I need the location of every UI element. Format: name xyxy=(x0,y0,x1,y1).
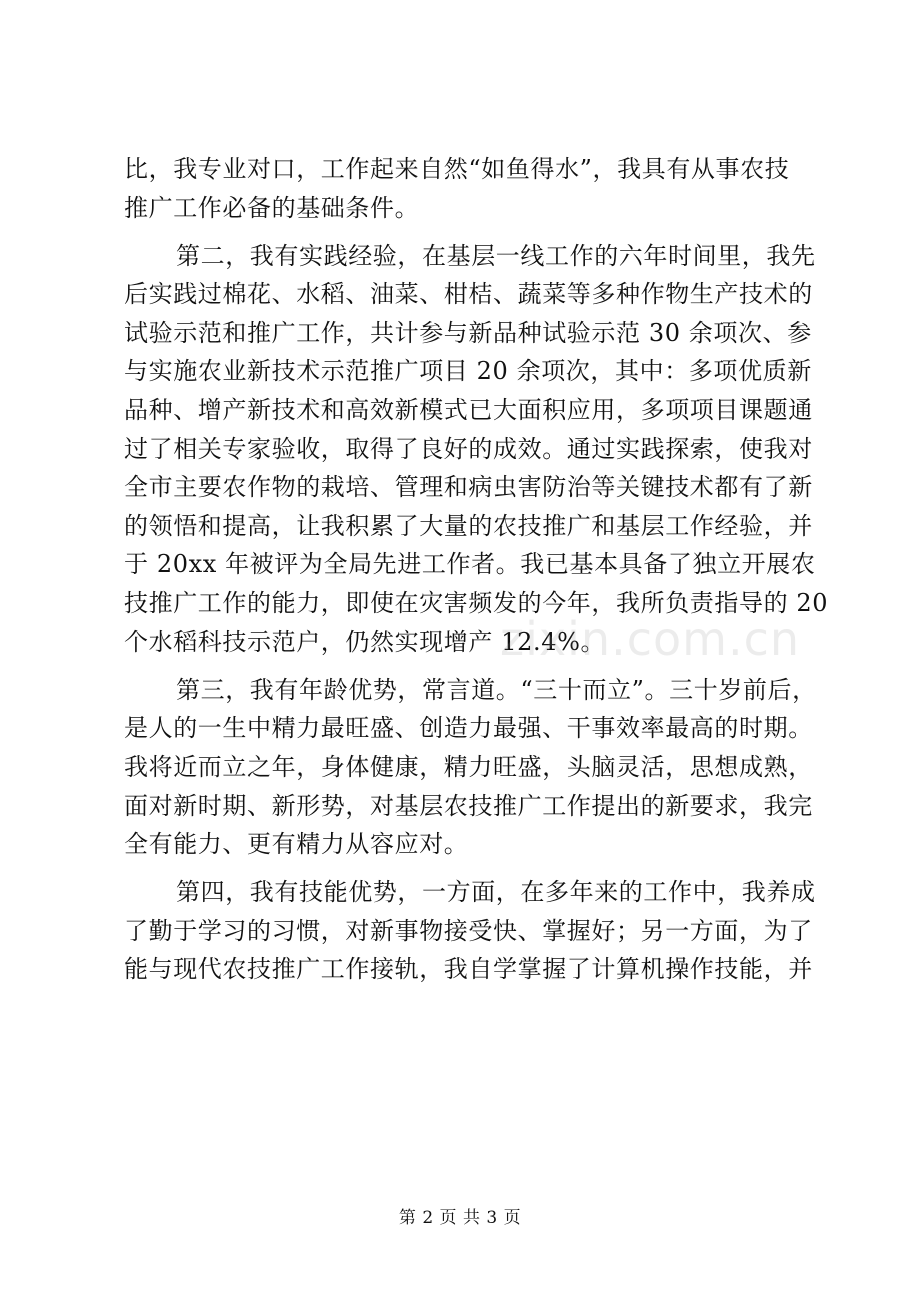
text-line: 试验示范和推广工作，共计参与新品种试验示范 30 余项次、参 xyxy=(124,318,812,347)
text-line: 了勤于学习的习惯，对新事物接受快、掌握好；另一方面，为了 xyxy=(124,916,813,945)
paragraph-3 xyxy=(124,671,817,864)
text-line: 是人的一生中精力最旺盛、创造力最强、干事效率最高的时期。 xyxy=(124,714,813,743)
text-line: 品种、增产新技术和高效新模式已大面积应用，多项项目课题通 xyxy=(124,396,813,425)
paragraph-2 xyxy=(124,237,829,662)
text-line: 技推广工作的能力，即使在灾害频发的今年，我所负责指导的 20 xyxy=(124,589,829,618)
text-line: 能与现代农技推广工作接轨，我自学掌握了计算机操作技能，并 xyxy=(124,955,813,984)
watermark: zixin.com.cn xyxy=(500,612,801,666)
document-body xyxy=(124,150,829,989)
text-line: 全市主要农作物的栽培、管理和病虫害防治等关键技术都有了新 xyxy=(124,473,813,502)
text-line: 的领悟和提高，让我积累了大量的农技推广和基层工作经验，并 xyxy=(124,511,813,540)
paragraph-1 xyxy=(124,150,804,227)
text-line: 面对新时期、新形势，对基层农技推广工作提出的新要求，我完 xyxy=(124,791,813,820)
text-line: 个水稻科技示范户，仍然实现增产 12.4%。 xyxy=(124,627,606,656)
text-line: 与实施农业新技术示范推广项目 20 余项次，其中：多项优质新 xyxy=(124,357,812,386)
text-line: 过了相关专家验收，取得了良好的成效。通过实践探索，使我对 xyxy=(124,434,813,463)
text-line: 第二，我有实践经验，在基层一线工作的六年时间里，我先 xyxy=(176,241,816,270)
text-line: 我将近而立之年，身体健康，精力旺盛，头脑灵活，思想成熟， xyxy=(124,752,813,781)
text-line: 第三，我有年龄优势，常言道。“三十而立”。三十岁前后， xyxy=(176,675,817,704)
text-line: 比，我专业对口，工作起来自然“如鱼得水”，我具有从事农技 xyxy=(124,155,790,183)
page-number-label: 第 2 页 共 3 页 xyxy=(398,1208,522,1228)
paragraph-4 xyxy=(124,873,816,989)
page-footer xyxy=(0,1203,920,1228)
text-line: 推广工作必备的基础条件。 xyxy=(124,193,420,222)
text-line: 于 20xx 年被评为全局先进工作者。我已基本具备了独立开展农 xyxy=(124,550,816,579)
text-line: 全有能力、更有精力从容应对。 xyxy=(124,830,469,859)
text-line: 第四，我有技能优势，一方面，在多年来的工作中，我养成 xyxy=(176,878,816,907)
text-line: 后实践过棉花、水稻、油菜、柑桔、蔬菜等多种作物生产技术的 xyxy=(124,280,813,309)
